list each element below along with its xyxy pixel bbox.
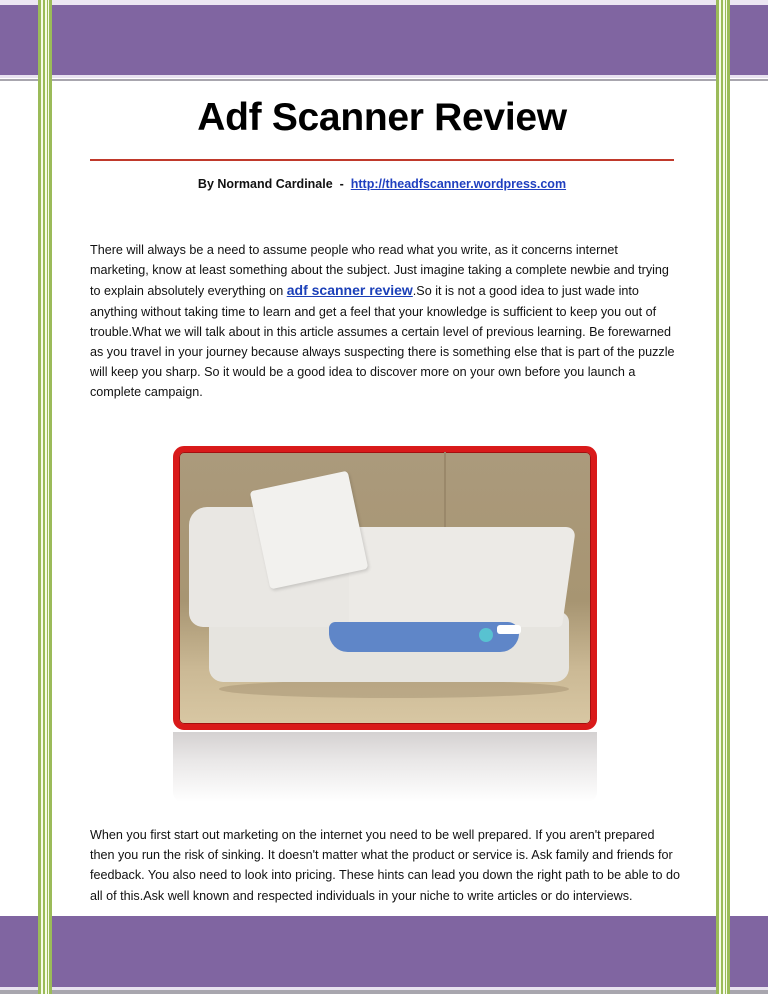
left-border-stripes xyxy=(38,0,52,994)
scanner-flatbed-lid xyxy=(337,527,576,627)
footer-band-rule xyxy=(0,990,768,994)
paragraph-intro xyxy=(90,240,680,403)
right-border-stripes xyxy=(716,0,730,994)
title-underline-rule xyxy=(90,159,674,161)
scanner-photo xyxy=(173,446,597,730)
header-band xyxy=(0,5,768,75)
byline xyxy=(90,177,674,191)
footer-band xyxy=(0,916,768,987)
scanner-feeder-tray xyxy=(250,471,369,590)
header-band-rule xyxy=(0,79,768,81)
page-title: Adf Scanner Review xyxy=(197,96,567,139)
paragraph-second: When you first start out marketing on the internet you need to be well prepared. If you aren't prepared then you run the risk of sinking. It doesn't matter what the product or service is. Ask family and friends for feedback. You also need to look into pricing. These hints can lead you down the right path to be able to do all of this.Ask well known and respected individuals in your niche to write articles or do interviews. xyxy=(90,828,680,903)
scanner-power-button-icon xyxy=(479,628,493,642)
paragraph-intro-text-a: There will always be a need to assume people who read what you write, as it concerns internet marketing, know at least something about the subject. Just imagine taking a complete newbie and trying to explain absolutely everything on xyxy=(90,243,669,299)
paragraph-intro-text-b: .So it is not a good idea to just wade into anything without taking time to learn and get a feel that your knowledge is sufficient to keep you out of trouble.What we will talk about in this article assumes a certain level of previous learning. Be forewarned as you travel in your journey because always suspecting there is something else that is part of the puzzle will keep you sharp. So it would be a good idea to discover more on your own before you launch a complete campaign. xyxy=(90,284,675,400)
header-band-highlight xyxy=(0,75,768,78)
scanner-label-tag xyxy=(497,625,521,634)
photo-reflection xyxy=(173,732,597,802)
byline-author: By Normand Cardinale - xyxy=(197,177,351,191)
keyword-link[interactable]: adf scanner review xyxy=(286,282,413,299)
photo-floor-shadow xyxy=(219,680,569,698)
byline-url-link[interactable]: http://theadfscanner.wordpress.com xyxy=(350,177,567,191)
